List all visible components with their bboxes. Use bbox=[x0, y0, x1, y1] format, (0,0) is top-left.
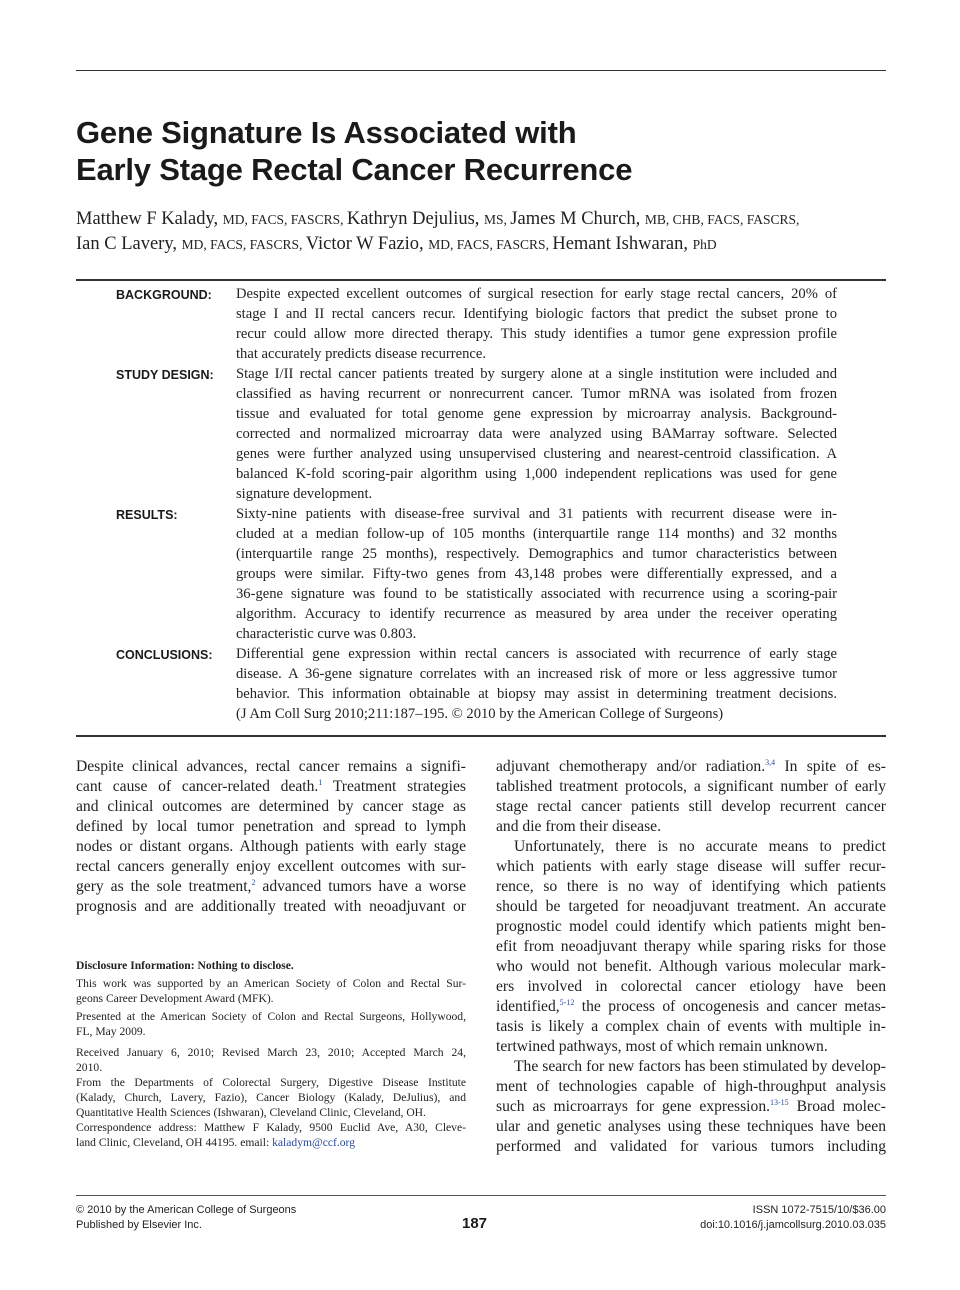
copyright-text: © 2010 by the American College of Surgeons bbox=[76, 1204, 297, 1216]
presented-note: Presented at the American Society of Colon and Rectal Surgeons, Hollywood, bbox=[76, 1010, 466, 1023]
body-line: prognosis and are additionally treated with neoadjuvant or bbox=[76, 898, 466, 915]
abstract-line: algorithm. Accuracy to identify recurrence as measured by area under the receiver operating bbox=[236, 606, 837, 622]
body-line bbox=[76, 777, 466, 797]
body-left-column bbox=[76, 757, 466, 917]
abstract-line: Differential gene expression within rectal cancers is associated with recurrence of early stage bbox=[236, 646, 837, 662]
body-right-column bbox=[496, 757, 886, 1157]
doi-link[interactable]: doi:10.1016/j.jamcollsurg.2010.03.035 bbox=[700, 1219, 886, 1231]
abstract-line: behavior. This information obtainable at biopsy may assist in determining treatment decisions. bbox=[236, 686, 837, 702]
abstract-line: signature development. bbox=[236, 486, 373, 502]
body-line: performed and validated for various tumors including bbox=[496, 1138, 886, 1155]
abstract-conclusions-label: CONCLUSIONS: bbox=[116, 648, 213, 662]
citation-link[interactable]: 2 bbox=[251, 878, 256, 887]
text-run: Broad molec- bbox=[788, 1098, 886, 1115]
author-name: Matthew F Kalady, bbox=[76, 209, 223, 229]
received-note: 2010. bbox=[76, 1061, 103, 1074]
abstract-line: Stage I/II rectal cancer patients treated by surgery alone at a single institution were included and bbox=[236, 366, 837, 382]
body-line: tertwined pathways, most of which remain unknown. bbox=[496, 1038, 828, 1055]
text-run: the process of oncogenesis and cancer metas- bbox=[574, 998, 886, 1015]
abstract-line: (J Am Coll Surg 2010;211:187–195. © 2010 by the American College of Surgeons) bbox=[236, 706, 724, 722]
text-run: land Clinic, Cleveland, OH 44195. email: bbox=[76, 1136, 273, 1149]
abstract-line: disease. A 36-gene signature correlates with an increased risk of more or less aggressive tumor bbox=[236, 666, 837, 682]
abstract-line: Sixty-nine patients with disease-free survival and 31 patients with recurrent disease were in- bbox=[236, 506, 837, 522]
body-line: efit from neoadjuvant therapy while sparing risks for those bbox=[496, 938, 886, 955]
author-name: James M Church, bbox=[510, 209, 645, 229]
author-credentials: MB, CHB, FACS, FASCRS, bbox=[644, 212, 800, 227]
abstract-results-label: RESULTS: bbox=[116, 508, 178, 522]
body-line bbox=[496, 757, 886, 777]
text-run: gery as the sole treatment, bbox=[76, 878, 252, 895]
body-line: tablished treatment protocols, a significant number of early bbox=[496, 778, 886, 795]
citation-link[interactable]: 5-12 bbox=[559, 998, 575, 1007]
support-note: geons Career Development Award (MFK). bbox=[76, 992, 274, 1005]
top-rule bbox=[76, 70, 886, 71]
abstract-background-text bbox=[236, 284, 837, 364]
body-line: Despite clinical advances, rectal cancer remains a signifi- bbox=[76, 758, 466, 775]
body-line: ers involved in colorectal cancer etiology have been bbox=[496, 978, 886, 995]
body-line: prognostic model could identify which patients might ben- bbox=[496, 918, 886, 935]
abstract-study-design-text bbox=[236, 364, 837, 504]
author-credentials: MS, bbox=[484, 212, 511, 227]
received-note: Received January 6, 2010; Revised March 23, 2010; Accepted March 24, bbox=[76, 1046, 466, 1059]
abstract-line: (interquartile range 25 months), respectively. Demographics and tumor characteristics between bbox=[236, 546, 837, 562]
text-run: adjuvant chemotherapy and/or radiation. bbox=[496, 758, 766, 775]
body-line: nodes or distant organs. Although patients with early stage bbox=[76, 838, 466, 855]
author-list bbox=[76, 207, 891, 257]
abstract-line: groups were similar. Fifty-two genes from 43,148 probes were differentially expressed, and a bbox=[236, 566, 837, 582]
body-line: Unfortunately, there is no accurate means to predict bbox=[514, 838, 886, 855]
support-note: This work was supported by an American Society of Colon and Rectal Sur- bbox=[76, 977, 466, 990]
article-notes bbox=[76, 958, 466, 1150]
body-line: tasis is likely a complex chain of events with multiple in- bbox=[496, 1018, 886, 1035]
correspondence-note: Correspondence address: Matthew F Kalady, 9500 Euclid Ave, A30, Cleve- bbox=[76, 1121, 466, 1134]
body-line bbox=[496, 997, 886, 1017]
citation-link[interactable]: 13-15 bbox=[770, 1098, 789, 1107]
abstract-background-label: BACKGROUND: bbox=[116, 288, 212, 302]
abstract-conclusions-text bbox=[236, 644, 837, 724]
body-line: and die from their disease. bbox=[496, 818, 661, 835]
citation-link[interactable]: 3,4 bbox=[765, 758, 776, 767]
author-name: Hemant Ishwaran, bbox=[552, 234, 693, 254]
abstract-line: that accurately predicts disease recurrence. bbox=[236, 346, 486, 362]
body-line bbox=[76, 877, 466, 897]
correspondence-note bbox=[76, 1135, 466, 1150]
body-line: ment of technologies capable of high-throughput analysis bbox=[496, 1078, 886, 1095]
text-run: Treatment strategies bbox=[322, 778, 467, 795]
footer-left bbox=[76, 1203, 296, 1233]
abstract-study-design-label: STUDY DESIGN: bbox=[116, 368, 214, 382]
title-line-1: Gene Signature Is Associated with bbox=[76, 115, 577, 150]
body-line: defined by local tumor penetration and spread to lymph bbox=[76, 818, 466, 835]
author-name: Victor W Fazio, bbox=[305, 234, 429, 254]
body-line: which patients with early stage disease will suffer recur- bbox=[496, 858, 886, 875]
abstract-bottom-rule bbox=[76, 735, 886, 737]
author-credentials: MD, FACS, FASCRS, bbox=[222, 212, 347, 227]
body-line: ular and genetic analyses using these techniques have been bbox=[496, 1118, 886, 1135]
affiliation-note: Quantitative Health Sciences (Ishwaran), Cleveland Clinic, Cleveland, OH. bbox=[76, 1106, 426, 1119]
citation-link[interactable]: 1 bbox=[318, 778, 323, 787]
email-link[interactable]: kaladym@ccf.org bbox=[272, 1136, 355, 1149]
abstract-line: Despite expected excellent outcomes of surgical resection for early stage rectal cancers, 20% of bbox=[236, 286, 837, 302]
body-line: who would not benefit. Although various molecular mark- bbox=[496, 958, 886, 975]
author-credentials: MD, FACS, FASCRS, bbox=[181, 237, 306, 252]
text-run: In spite of es- bbox=[775, 758, 886, 775]
abstract-top-rule bbox=[76, 279, 886, 281]
abstract-line: tissue and evaluated for total genome gene expression by microarray analysis. Background- bbox=[236, 406, 837, 422]
text-run: cant cause of cancer-related death. bbox=[76, 778, 319, 795]
author-line-2 bbox=[76, 232, 891, 257]
footer-rule bbox=[76, 1195, 886, 1196]
publisher-text: Published by Elsevier Inc. bbox=[76, 1219, 202, 1231]
abstract-line: corrected and normalized microarray data were analyzed using BAMarray software. Selected bbox=[236, 426, 837, 442]
article-title bbox=[76, 114, 886, 188]
body-line: and clinical outcomes are determined by cancer stage as bbox=[76, 798, 466, 815]
abstract-line: genes were further analyzed using unsupervised clustering and nearest-centroid classification. A bbox=[236, 446, 837, 462]
author-name: Kathryn Dejulius, bbox=[346, 209, 485, 229]
author-name: Ian C Lavery, bbox=[76, 234, 182, 254]
abstract-line: cluded at a median follow-up of 105 months (interquartile range 114 months) and 32 months bbox=[236, 526, 837, 542]
affiliation-note: (Kalady, Church, Lavery, Fazio), Cancer Biology (Kalady, DeJulius), and bbox=[76, 1091, 466, 1104]
page-number: 187 bbox=[462, 1215, 488, 1232]
body-line: The search for new factors has been stimulated by develop- bbox=[514, 1058, 886, 1075]
body-line: rectal cancers generally enjoy excellent outcomes with sur- bbox=[76, 858, 466, 875]
abstract-line: 36-gene signature was found to be statistically associated with recurrence using a scoring-pair bbox=[236, 586, 837, 602]
body-line: stage rectal cancer patients still develop recurrent cancer bbox=[496, 798, 886, 815]
body-line: rence, so there is no way of identifying which patients bbox=[496, 878, 886, 895]
affiliation-note: From the Departments of Colorectal Surgery, Digestive Disease Institute bbox=[76, 1076, 466, 1089]
body-line bbox=[496, 1097, 886, 1117]
text-run: advanced tumors have a worse bbox=[255, 878, 466, 895]
author-line-1 bbox=[76, 207, 891, 232]
footer-right bbox=[700, 1203, 886, 1233]
abstract-line: stage I and II rectal cancers recur. Identifying biologic factors that predict the subset prone to bbox=[236, 306, 837, 322]
author-credentials: PhD bbox=[692, 237, 717, 252]
abstract-line: balanced K-fold scoring-pair algorithm using 1,000 independent replications was used for gene bbox=[236, 466, 837, 482]
issn-text: ISSN 1072-7515/10/$36.00 bbox=[752, 1204, 886, 1216]
presented-note: FL, May 2009. bbox=[76, 1025, 146, 1038]
title-line-2: Early Stage Rectal Cancer Recurrence bbox=[76, 152, 633, 187]
disclosure-note: Disclosure Information: Nothing to disclose. bbox=[76, 959, 294, 972]
author-credentials: MD, FACS, FASCRS, bbox=[428, 237, 553, 252]
abstract-line: characteristic curve was 0.803. bbox=[236, 626, 417, 642]
text-run: identified, bbox=[496, 998, 560, 1015]
abstract-line: recur could allow more directed therapy. This study identifies a tumor gene expression profile bbox=[236, 326, 837, 342]
abstract-results-text bbox=[236, 504, 837, 644]
body-line: should be targeted for neoadjuvant treatment. An accurate bbox=[496, 898, 886, 915]
abstract-line: classified as having recurrent or nonrecurrent cancer. Tumor mRNA was isolated from frozen bbox=[236, 386, 837, 402]
text-run: such as microarrays for gene expression. bbox=[496, 1098, 771, 1115]
